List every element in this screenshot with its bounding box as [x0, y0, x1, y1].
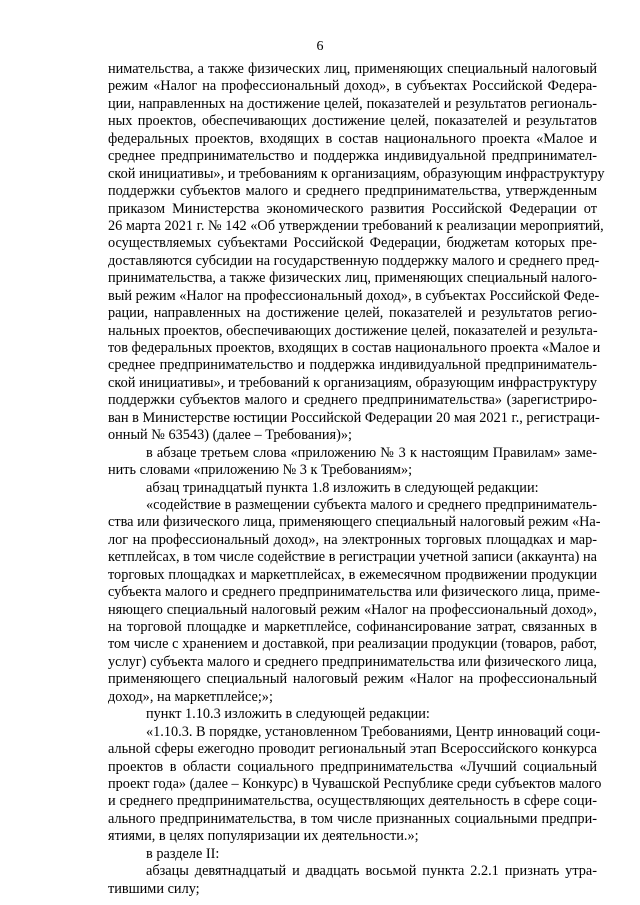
- text-line: ской инициативы», и требованиям к организациям, образующим инфраструктуру: [108, 165, 605, 182]
- text-line: тов федеральных проектов, входящих в состав национального проекта «Малое и: [108, 340, 601, 356]
- text-line: и среднего предпринимательства, осуществляющих деятельность в сфере соци-: [108, 793, 597, 810]
- text-line: альной сферы ежегодно проводит региональный этап Всероссийского конкурса: [108, 741, 597, 758]
- text-line: няющего специальный налоговый режим «Налог на профессиональный доход»,: [108, 601, 597, 618]
- text-line: ства или физического лица, применяющего специальный налоговый режим «На-: [108, 514, 601, 531]
- text-line: доход», на маркетплейсе;»;: [108, 688, 273, 705]
- text-line: субъекта малого и среднего предпринимательства или физического лица, приме-: [108, 584, 601, 601]
- text-line: тившими силу;: [108, 880, 200, 897]
- text-line: принимательства, а также физических лиц, применяющих специальный налого-: [108, 270, 597, 287]
- text-line: рации, направленных на достижение целей, показателей и результатов регио-: [108, 305, 597, 322]
- text-line: абзац тринадцатый пункта 1.8 изложить в следующей редакции:: [146, 479, 539, 496]
- text-line: приказом Министерства экономического развития Российской Федерации от: [108, 200, 597, 217]
- text-line: лог на профессиональный доход», на электронных торговых площадках и мар-: [108, 531, 597, 548]
- text-line: применяющего специальный налоговый режим «Налог на профессиональный: [108, 671, 597, 688]
- text-line: проектов в области социального предпринимательства «Лучший социальный: [108, 758, 597, 775]
- text-line: онный № 63543) (далее – Требования)»;: [108, 427, 352, 444]
- text-line: ального предпринимательства, в том числе признанных социальными предпри-: [108, 810, 597, 827]
- text-line: ятиями, в целях популяризации их деятельности.»;: [108, 828, 419, 845]
- text-line: ской инициативы», и требований к организациям, образующим инфраструктуру: [108, 374, 597, 391]
- document-body: [108, 61, 605, 898]
- text-line: на торговой площадке и маркетплейсе, софинансирование затрат, связанных в: [108, 619, 597, 635]
- text-line: ван в Министерстве юстиции Российской Федерации 20 мая 2021 г., регистраци-: [108, 409, 600, 426]
- text-line: торговых площадках и маркетплейсах, в ежемесячном продвижении продукции: [108, 566, 597, 583]
- text-line: нальных проектов, обеспечивающих достижение целей, показателей и результа-: [108, 322, 598, 339]
- text-line: пункт 1.10.3 изложить в следующей редакции:: [146, 706, 430, 723]
- text-line: кетплейсах, в том числе содействие в регистрации учетной записи (аккаунта) на: [108, 549, 597, 566]
- text-line: ных проектов, обеспечивающих достижение целей, показателей и результатов: [108, 113, 597, 130]
- text-line: среднее предпринимательство и поддержка индивидуальной предприниматель-: [108, 357, 597, 374]
- page-number: 6: [316, 39, 324, 54]
- text-line: нить словами «приложению № 3 к Требованиям»;: [108, 462, 413, 479]
- text-line: том числе с хранением и доставкой, при реализации продукции (товаров, работ,: [108, 636, 597, 653]
- text-line: поддержки субъектов малого и среднего предпринимательства, утвержденным: [108, 183, 597, 200]
- text-line: вый режим «Налог на профессиональный доход», в субъектах Российской Феде-: [108, 287, 600, 304]
- text-line: среднее предпринимательство и поддержка индивидуальной предпринимател-: [108, 148, 597, 165]
- text-line: 26 марта 2021 г. № 142 «Об утверждении требований к реализации мероприятий,: [108, 217, 604, 234]
- text-line: режим «Налог на профессиональный доход», в субъектах Российской Федера-: [108, 78, 597, 95]
- text-line: ции, направленных на достижение целей, показателей и результатов региональ-: [108, 95, 597, 112]
- text-line: проект года» (далее – Конкурс) в Чувашской Республике среди субъектов малого: [108, 775, 602, 792]
- text-line: федеральных проектов, входящих в состав национального проекта «Малое и: [108, 130, 597, 147]
- text-line: услуг) субъекта малого и среднего предпринимательства или физического лица,: [108, 653, 597, 670]
- text-line: «1.10.3. В порядке, установленном Требованиями, Центр инноваций соци-: [146, 723, 601, 740]
- text-line: осуществляемых субъектами Российской Федерации, бюджетам которых пре-: [108, 235, 597, 252]
- text-line: нимательства, а также физических лиц, применяющих специальный налоговый: [108, 61, 597, 77]
- text-line: «содействие в размещении субъекта малого и среднего предприниматель-: [146, 496, 597, 513]
- text-line: поддержки субъектов малого и среднего предпринимательства» (зарегистриро-: [108, 392, 597, 409]
- text-line: доставляются субсидии на государственную поддержку малого и среднего пред-: [108, 252, 600, 269]
- text-line: абзацы девятнадцатый и двадцать восьмой пункта 2.2.1 признать утра-: [146, 863, 597, 880]
- text-line: в абзаце третьем слова «приложению № 3 к настоящим Правилам» заме-: [146, 444, 597, 461]
- text-line: в разделе II:: [146, 845, 220, 862]
